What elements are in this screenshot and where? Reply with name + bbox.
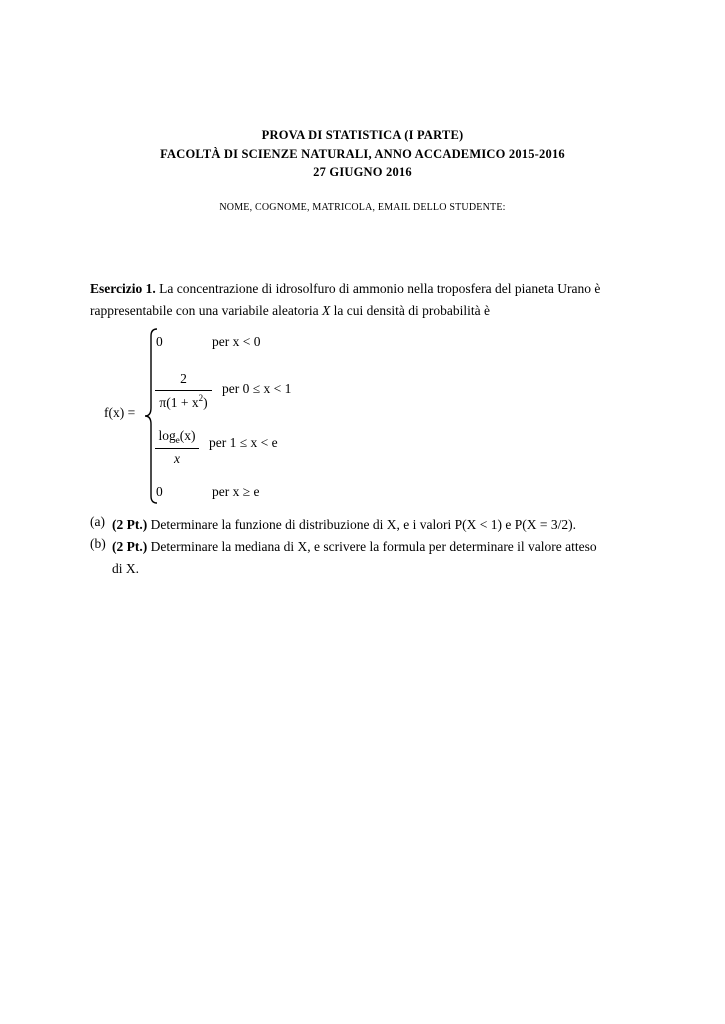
case-1-condition: per x < 0	[212, 334, 261, 349]
case-4-condition: per x ≥ e	[212, 484, 260, 499]
variable-x: X	[322, 303, 331, 318]
question-b-label: (b)	[90, 536, 106, 551]
question-b-points: (2 Pt.)	[112, 539, 148, 554]
question-b-text-line-2: di X.	[112, 561, 139, 576]
formula-lhs: f(x) =	[104, 405, 136, 420]
intro-line-1: La concentrazione di idrosolfuro di ammonio nella troposfera del pianeta Urano è	[159, 281, 601, 296]
question-a-text: Determinare la funzione di distribuzione di X, e i valori P(X < 1) e P(X = 3/2).	[150, 517, 576, 532]
question-b-line-2	[112, 558, 640, 580]
case-3-condition: per 1 ≤ x < e	[209, 435, 278, 450]
exam-date: 27 GIUGNO 2016	[313, 165, 412, 179]
case-2-fraction: 2 $\pi(1 + x^2)$	[155, 371, 212, 411]
case-4-value: 0	[156, 484, 163, 499]
question-a-label: (a)	[90, 514, 105, 529]
left-brace	[143, 328, 163, 504]
case-3-fraction: $\log_e(x)$ x	[155, 428, 199, 467]
case-1-value: 0	[156, 334, 163, 349]
question-b	[112, 536, 640, 558]
case-2-condition: per 0 ≤ x < 1	[222, 381, 292, 396]
question-b-text-line-1: Determinare la mediana di X, e scrivere la formula per determinare il valore atteso	[150, 539, 597, 554]
question-a-points: (2 Pt.)	[112, 517, 148, 532]
question-a	[112, 514, 640, 536]
exam-title: PROVA DI STATISTICA (I PARTE)	[261, 128, 464, 142]
exercise-title: Esercizio 1.	[90, 281, 156, 296]
exercise-intro-line-2: rappresentabile con una variabile aleatoria X la cui densità di probabilità è	[90, 303, 490, 318]
exercise-intro	[90, 278, 640, 300]
student-info-label: NOME, COGNOME, MATRICOLA, EMAIL DELLO STUDENTE:	[219, 202, 506, 213]
faculty-year: FACOLTÀ DI SCIENZE NATURALI, ANNO ACCADEMICO 2015-2016	[160, 147, 565, 161]
